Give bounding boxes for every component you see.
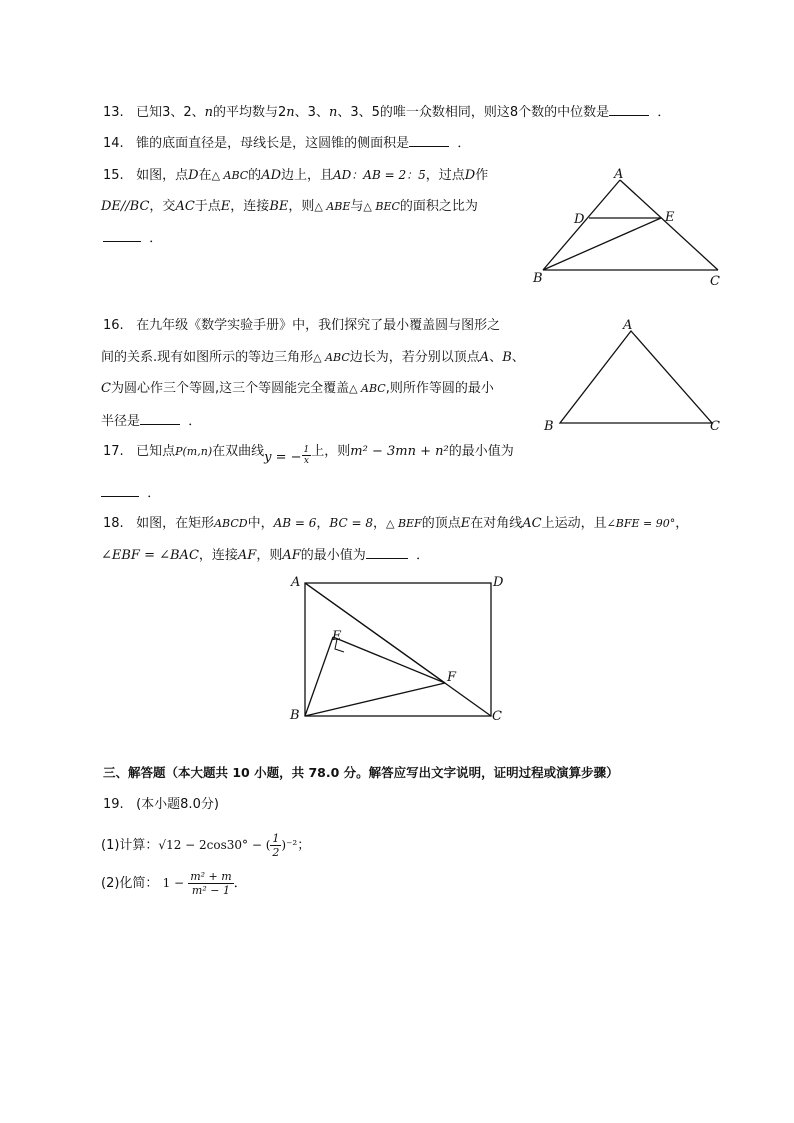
question-text: ，连接 bbox=[230, 199, 270, 214]
question-text: 的 bbox=[248, 168, 262, 183]
question-16-line-4 bbox=[101, 412, 201, 431]
question-number: 14. bbox=[103, 136, 124, 151]
fraction-numerator: 1 bbox=[303, 445, 310, 455]
part-label: (2)化简： bbox=[101, 876, 159, 891]
question-text: 、3、 bbox=[294, 105, 329, 120]
segment-label: AC bbox=[175, 199, 195, 214]
question-text: 间的关系.现有如图所示的等边三角形 bbox=[101, 350, 314, 365]
separator: 、 bbox=[489, 350, 503, 365]
segment-ac bbox=[620, 180, 718, 270]
label-b: B bbox=[533, 271, 543, 286]
answer-blank[interactable] bbox=[609, 103, 649, 116]
fraction bbox=[188, 870, 233, 897]
question-text: 于点 bbox=[194, 199, 221, 214]
fraction-numerator: m² + m bbox=[190, 870, 232, 883]
angle-expression: ∠EBF = ∠BAC bbox=[101, 548, 199, 563]
fraction bbox=[302, 445, 312, 466]
question-text: ，若分别以顶点 bbox=[388, 350, 480, 365]
label-c: C bbox=[710, 419, 720, 434]
math-exponent: )⁻² bbox=[281, 838, 298, 852]
question-text: 与 bbox=[350, 199, 364, 214]
question-text: 已知3、2、 bbox=[136, 105, 205, 120]
algebra-expression: m² − 3mn + n² bbox=[350, 444, 449, 459]
question-text: ， bbox=[316, 516, 330, 531]
point-label: B bbox=[502, 350, 512, 365]
label-a: A bbox=[291, 575, 301, 590]
question-text: ，则 bbox=[256, 548, 283, 563]
question-text: 作 bbox=[475, 168, 489, 183]
question-text: 的平均数与2 bbox=[213, 105, 287, 120]
answer-blank[interactable] bbox=[140, 412, 180, 425]
equilateral-triangle bbox=[560, 331, 712, 423]
question-score: (本小题8.0分) bbox=[136, 797, 219, 812]
question-text: 如图，在矩形 bbox=[136, 516, 215, 531]
q16-triangle-figure bbox=[540, 316, 730, 438]
point-label: E bbox=[220, 199, 231, 214]
question-tail: ． bbox=[457, 136, 471, 151]
ratio-expression: AD：AB = 2：5 bbox=[333, 168, 426, 182]
variable-n: n bbox=[328, 105, 338, 120]
question-text: ， bbox=[675, 516, 689, 531]
label-b: B bbox=[290, 708, 300, 723]
segment-be bbox=[305, 637, 333, 716]
question-text: 的顶点 bbox=[421, 516, 461, 531]
fraction-denominator: x bbox=[303, 456, 309, 466]
question-tail: ． bbox=[188, 414, 202, 429]
question-17-line-2 bbox=[101, 484, 160, 503]
question-17-line-1 bbox=[103, 441, 514, 466]
section-heading: 三、解答题（本大题共 10 小题，共 78.0 分。解答应写出文字说明，证明过程或演算步骤） bbox=[103, 765, 619, 780]
point-label: D bbox=[464, 168, 476, 183]
answer-blank[interactable] bbox=[409, 134, 449, 147]
part-label: (1)计算： bbox=[101, 838, 159, 853]
question-text: 中， bbox=[247, 516, 274, 531]
question-19-header bbox=[103, 796, 219, 814]
fraction-numerator: 1 bbox=[272, 832, 280, 845]
fraction bbox=[270, 832, 281, 859]
question-16-line-1 bbox=[103, 317, 500, 335]
fraction-denominator: 2 bbox=[272, 846, 280, 859]
label-e: E bbox=[332, 629, 342, 644]
q15-triangle-figure bbox=[525, 162, 735, 292]
segment-af bbox=[305, 583, 445, 683]
question-18-line-2 bbox=[101, 546, 429, 565]
angle-expression: ∠BFE = 90° bbox=[606, 517, 676, 530]
segment-ef bbox=[333, 637, 445, 683]
question-16-line-2 bbox=[101, 349, 525, 367]
question-text: 上，则 bbox=[311, 444, 351, 459]
question-text: 如图，点 bbox=[136, 168, 189, 183]
math-expression: √12 − 2cos30° − ( bbox=[158, 838, 271, 852]
question-number: 18. bbox=[103, 516, 124, 531]
question-text: 上运动，且 bbox=[541, 516, 607, 531]
question-text: 半径是 bbox=[101, 414, 141, 429]
variable-n: n bbox=[286, 105, 295, 120]
segment-label: BE bbox=[269, 199, 289, 214]
triangle-label: △ BEF bbox=[385, 517, 422, 530]
hyperbola-expression: y = − bbox=[264, 450, 302, 465]
triangle-label: △ ABE bbox=[314, 200, 351, 213]
question-text: 边上，且 bbox=[281, 168, 334, 183]
question-tail: ． bbox=[233, 876, 247, 891]
label-d: D bbox=[574, 212, 585, 227]
question-text: ，交 bbox=[149, 199, 176, 214]
segment-label: AF bbox=[282, 548, 301, 563]
question-text: 的最小值为 bbox=[300, 548, 366, 563]
question-tail: ． bbox=[416, 548, 430, 563]
question-number: 13. bbox=[103, 105, 124, 120]
parallel-expression: DE//BC bbox=[101, 199, 150, 214]
variable-n: n bbox=[204, 105, 214, 120]
segment-label: AC bbox=[522, 516, 542, 531]
triangle-label: △ ABC bbox=[349, 382, 386, 395]
question-text: 在九年级《数学实验手册》中，我们探究了最小覆盖圆与图形之 bbox=[136, 318, 501, 333]
question-text: 、3、5的唯一众数相同，则这8个数的中位数是 bbox=[337, 105, 610, 120]
math-expression: 1 − bbox=[162, 876, 185, 890]
triangle-label: △ BEC bbox=[363, 200, 400, 213]
question-text: 的面积之比为 bbox=[399, 199, 478, 214]
question-tail: ． bbox=[147, 486, 161, 501]
question-text: ， bbox=[372, 516, 386, 531]
segment-bf bbox=[305, 683, 445, 716]
question-16-line-3 bbox=[101, 380, 494, 398]
label-e: E bbox=[665, 210, 675, 225]
label-c: C bbox=[710, 274, 720, 289]
question-text: ，连接 bbox=[198, 548, 238, 563]
segment-be bbox=[543, 218, 661, 270]
question-number: 19. bbox=[103, 797, 124, 812]
point-label: E bbox=[460, 516, 471, 531]
separator: 、 bbox=[511, 350, 525, 365]
segment-label: AD bbox=[261, 168, 281, 183]
question-text: ，过点 bbox=[425, 168, 465, 183]
question-number: 17. bbox=[103, 444, 124, 459]
question-text: ，则 bbox=[288, 199, 315, 214]
question-text: 的最小值为 bbox=[448, 444, 514, 459]
answer-blank[interactable] bbox=[101, 484, 139, 497]
point-label: A bbox=[479, 350, 490, 365]
label-a: A bbox=[623, 318, 633, 333]
question-text: 在双曲线 bbox=[212, 444, 265, 459]
q18-rectangle-figure bbox=[285, 571, 510, 726]
label-d: D bbox=[493, 575, 504, 590]
question-number: 15. bbox=[103, 168, 124, 183]
question-19-part-2 bbox=[101, 870, 247, 897]
length-expression: AB = 6 bbox=[273, 516, 317, 530]
question-tail: ． bbox=[657, 105, 671, 120]
question-15-line-3 bbox=[103, 229, 162, 248]
point-label: C bbox=[101, 381, 111, 396]
question-text: 边长为 bbox=[349, 350, 389, 365]
question-text: ,则所作等圆的最小 bbox=[385, 381, 494, 396]
point-label: P(m,n) bbox=[175, 445, 213, 458]
point-label: D bbox=[188, 168, 199, 183]
question-tail: ． bbox=[149, 231, 163, 246]
question-text: 在对角线 bbox=[470, 516, 523, 531]
label-a: A bbox=[614, 167, 624, 182]
question-18-line-1 bbox=[103, 514, 688, 533]
question-19-part-1 bbox=[101, 832, 310, 859]
question-15-line-1 bbox=[103, 166, 488, 185]
label-c: C bbox=[492, 709, 502, 724]
answer-blank[interactable] bbox=[103, 229, 141, 242]
question-15-line-2 bbox=[101, 198, 478, 216]
question-text: 已知点 bbox=[136, 444, 176, 459]
question-text: 为圆心作三个等圆,这三个等圆能完全覆盖 bbox=[110, 381, 350, 396]
label-b: B bbox=[544, 419, 554, 434]
question-tail: ； bbox=[297, 838, 311, 853]
label-f: F bbox=[447, 670, 457, 685]
question-14 bbox=[103, 134, 470, 153]
segment-label: AF bbox=[237, 548, 257, 563]
triangle-label: △ ABC bbox=[313, 351, 350, 364]
length-expression: BC = 8 bbox=[329, 516, 373, 530]
question-13 bbox=[103, 103, 670, 122]
question-number: 16. bbox=[103, 318, 124, 333]
fraction-denominator: m² − 1 bbox=[191, 884, 230, 897]
question-text: 在 bbox=[198, 168, 212, 183]
answer-blank[interactable] bbox=[366, 546, 408, 559]
question-text: 锥的底面直径是，母线长是，这圆锥的侧面积是 bbox=[136, 136, 410, 151]
triangle-label: △ ABC bbox=[211, 169, 249, 182]
rectangle-label: ABCD bbox=[214, 517, 248, 530]
